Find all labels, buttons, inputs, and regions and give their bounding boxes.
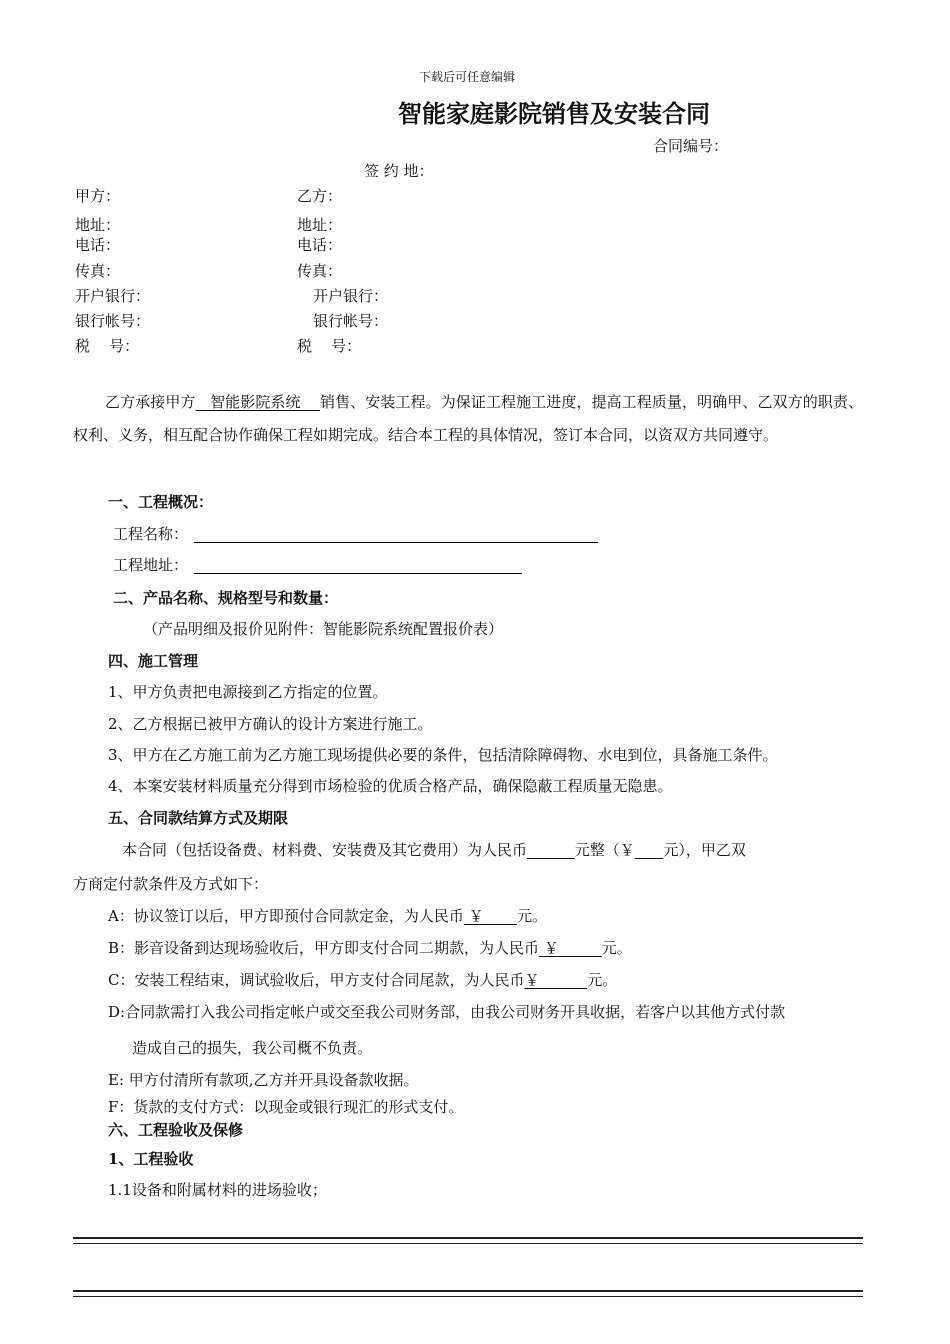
payment-terms-intro: 方商定付款条件及方式如下： (73, 875, 269, 893)
contract-number-label: 合同编号： (653, 137, 729, 155)
section-4-heading: 四、施工管理 (108, 652, 199, 670)
footer-divider-bottom (73, 1290, 863, 1297)
project-address-label: 工程地址： (113, 556, 189, 574)
party-a-fax: 传真： (75, 262, 121, 280)
section-6-heading: 六、工程验收及保修 (108, 1121, 244, 1139)
download-note: 下载后可任意编辑 (419, 70, 516, 84)
section-2-heading: 二、产品名称、规格型号和数量： (113, 589, 339, 607)
payment-c-amount: ￥ (524, 971, 540, 989)
intro-paragraph (73, 386, 863, 452)
party-b-account: 银行帐号： (313, 312, 389, 330)
section-4-item: 2、乙方根据已被甲方确认的设计方案进行施工。 (108, 715, 433, 733)
section-5-heading: 五、合同款结算方式及期限 (108, 809, 289, 827)
section-4-item: 3、甲方在乙方施工前为乙方施工现场提供必要的条件，包括清除障碍物、水电到位，具备施工条件。 (108, 746, 778, 764)
project-name-label: 工程名称： (113, 525, 189, 543)
footer-divider-top (73, 1237, 863, 1244)
amount-chinese-blank (527, 841, 575, 859)
section-4-item: 4、本案安装材料质量充分得到市场检验的优质合格产品，确保隐蔽工程质量无隐患。 (108, 777, 673, 795)
payment-item-e: E: 甲方付清所有款项,乙方并开具设备款收据。 (108, 1071, 419, 1089)
party-b-phone: 电话： (297, 236, 343, 254)
intro-rest: 销售、安装工程。为保证工程施工进度，提高工程质量，明确甲、乙双方的职责、权利、义务，相互配合协作确保工程如期完成。结合本工程的具体情况，签订本合同，以资双方共同遵守。 (73, 393, 863, 444)
intro-project-name: 智能影院系统 (210, 393, 301, 411)
amount-number-blank (635, 841, 664, 859)
payment-total-line: 本合同（包括设备费、材料费、安装费及其它费用）为人民币 元整（￥ 元），甲乙双 (122, 841, 746, 859)
payment-item-d: D:合同款需打入我公司指定帐户或交至我公司财务部，由我公司财务开具收据，若客户以其他方式付款 (108, 1003, 786, 1021)
contract-title: 智能家庭影院销售及安装合同 (398, 99, 710, 128)
party-a-tax: 税 号： (75, 337, 140, 355)
payment-b-amount: ￥ (543, 939, 559, 957)
section-1-heading: 一、工程概况： (108, 493, 214, 511)
project-address-field-line (194, 573, 522, 574)
payment-a-amount: ￥ (468, 907, 484, 925)
section-4-item: 1、甲方负责把电源接到乙方指定的位置。 (108, 683, 388, 701)
section-6-item: 1.1设备和附属材料的进场验收； (108, 1181, 327, 1199)
section-6-subheading: 1、工程验收 (108, 1150, 194, 1168)
party-a-address: 地址： (75, 216, 121, 234)
party-b-tax: 税 号： (297, 337, 362, 355)
party-b-bank: 开户银行： (313, 287, 389, 305)
party-b-name: 乙方： (297, 187, 343, 205)
payment-item-c: C：安装工程结束，调试验收后，甲方支付合同尾款，为人民币￥ 元。 (108, 971, 618, 989)
party-a-account: 银行帐号： (75, 312, 151, 330)
payment-item-d-continued: 造成自己的损失，我公司概不负责。 (132, 1039, 373, 1057)
project-name-field-line (194, 542, 598, 543)
party-b-fax: 传真： (297, 262, 343, 280)
payment-item-b: B：影音设备到达现场验收后，甲方即支付合同二期款，为人民币 ￥ 元。 (108, 939, 632, 957)
payment-item-f: F：货款的支付方式：以现金或银行现汇的形式支付。 (108, 1098, 464, 1116)
party-a-name: 甲方： (75, 187, 121, 205)
party-a-phone: 电话： (75, 236, 121, 254)
party-b-address: 地址： (297, 216, 343, 234)
intro-prefix: 乙方承接甲方 (105, 393, 196, 411)
party-a-bank: 开户银行： (75, 287, 151, 305)
payment-item-a: A：协议签订以后，甲方即预付合同款定金，为人民币 ￥ 元。 (108, 907, 548, 925)
section-2-note: （产品明细及报价见附件：智能影院系统配置报价表） (143, 620, 504, 638)
sign-place-label: 签 约 地： (364, 162, 434, 180)
